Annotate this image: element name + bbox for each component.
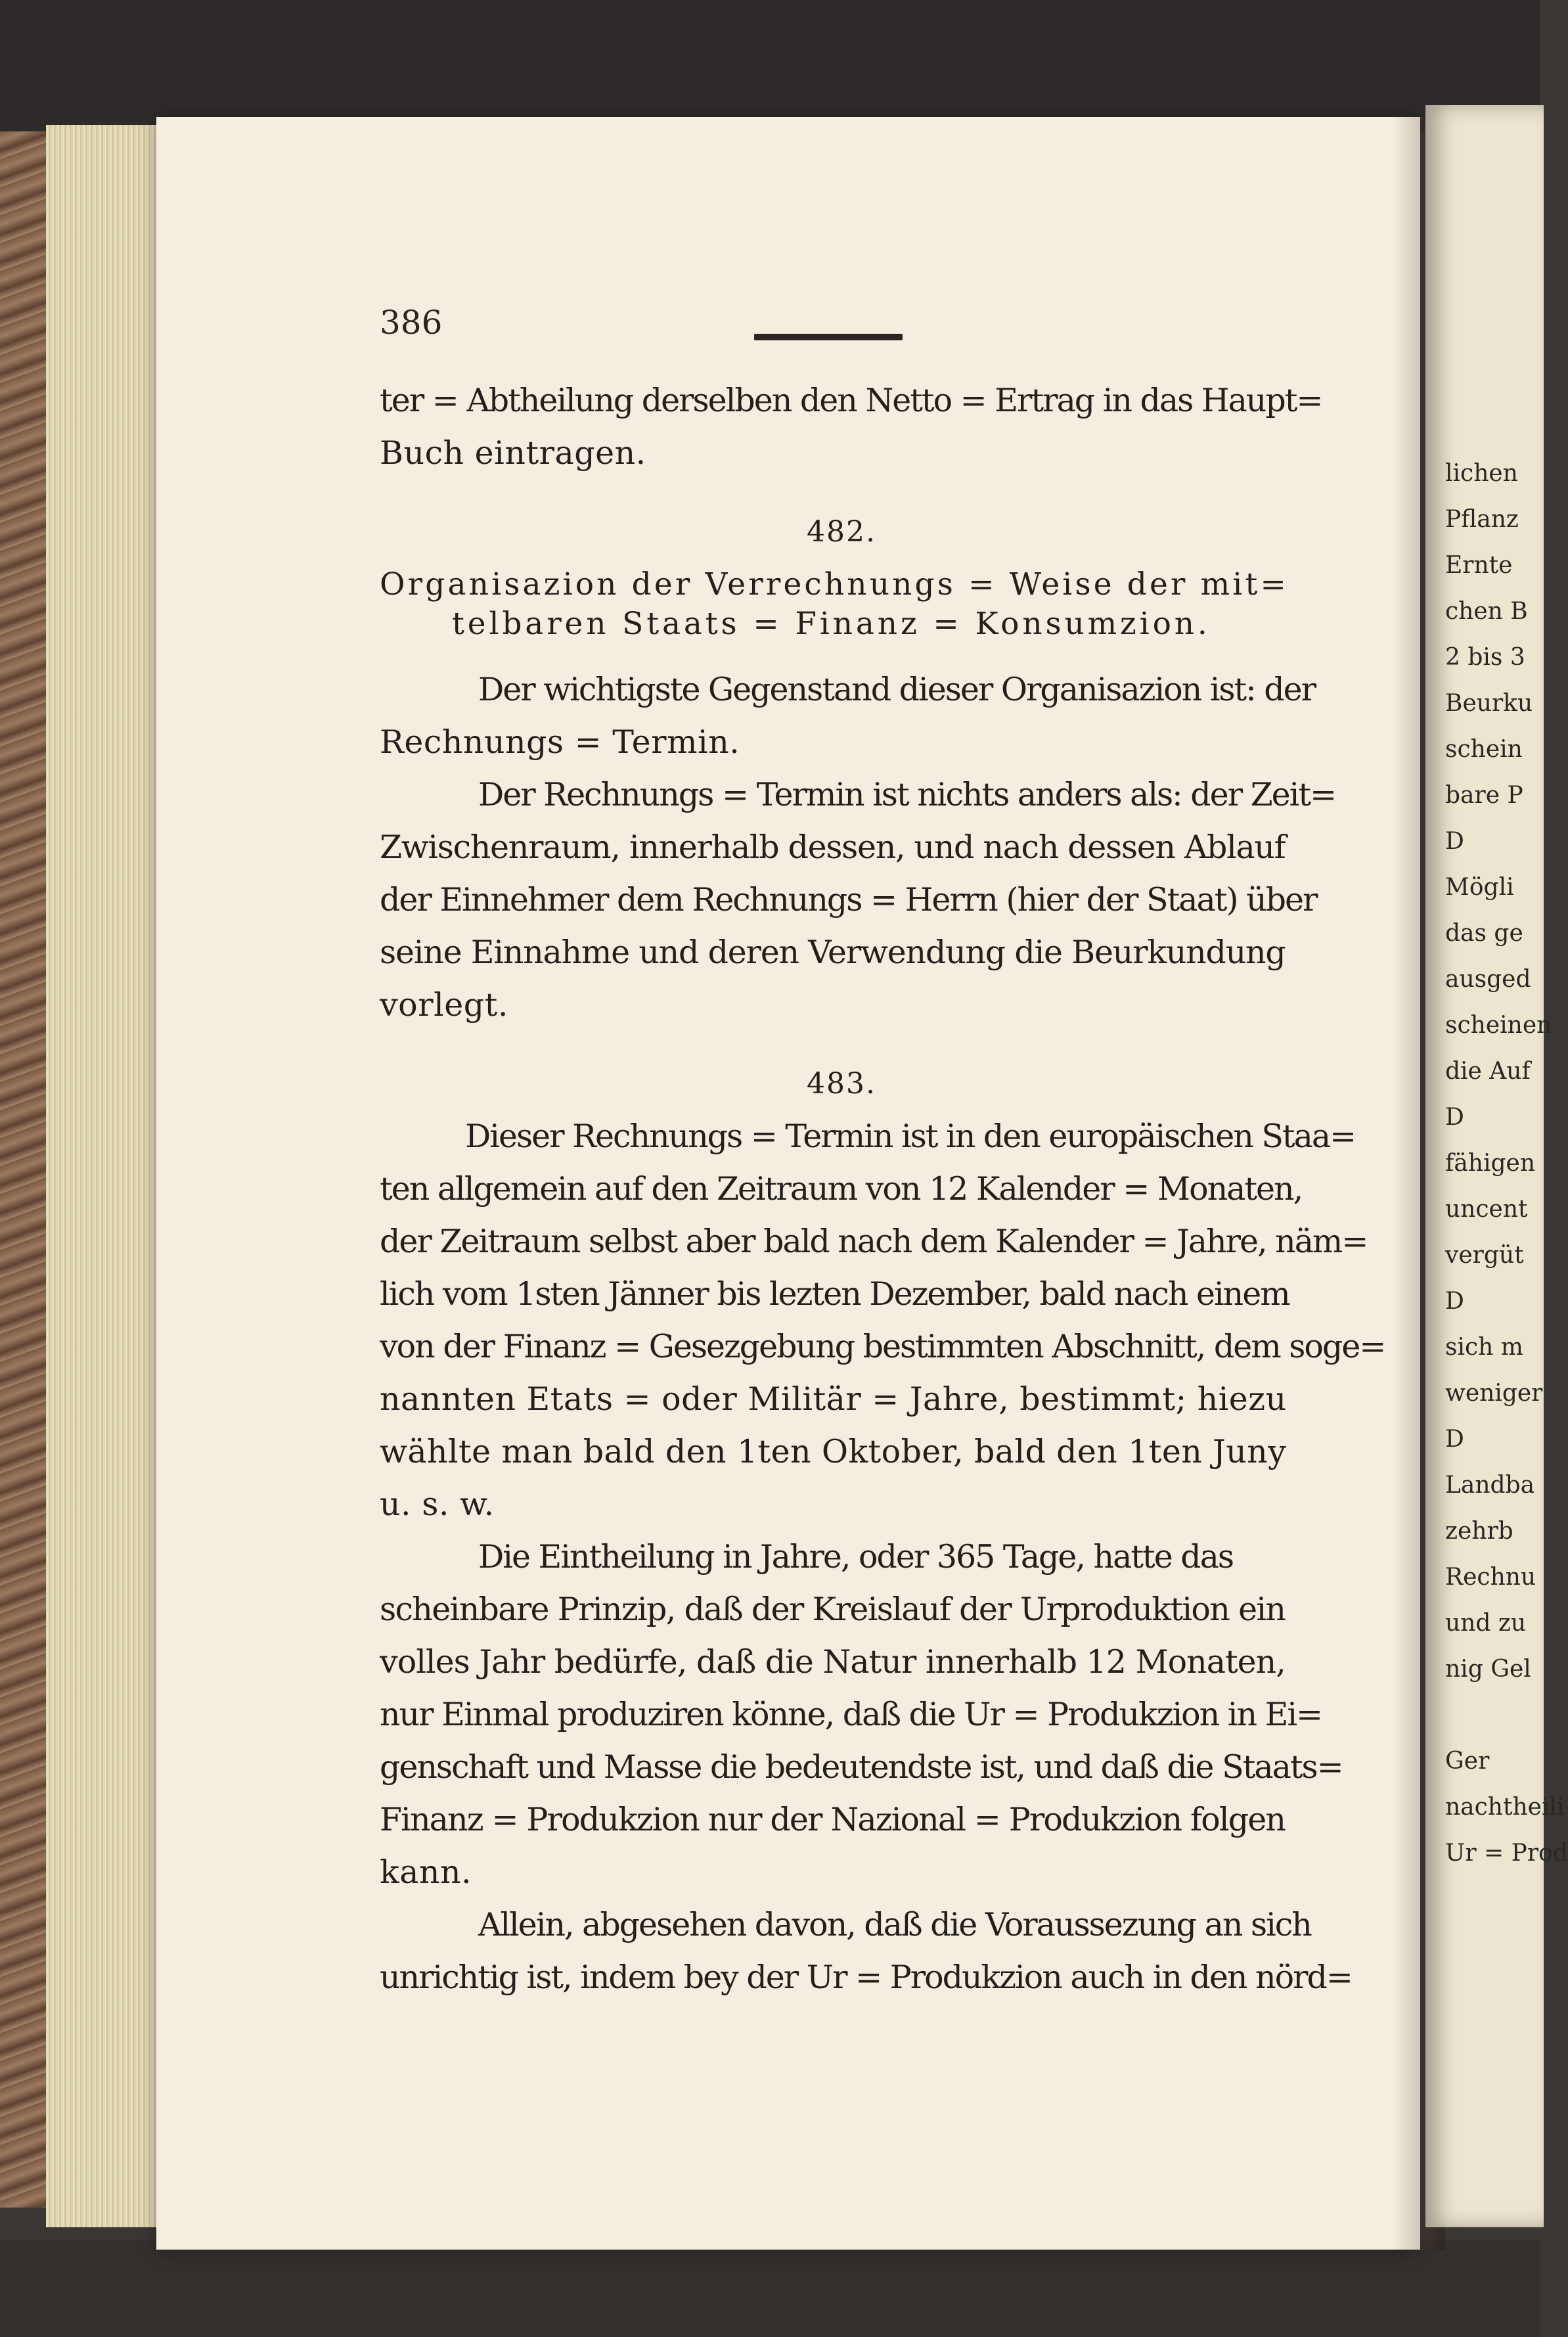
text-line: u. s. w. [380, 1486, 495, 1523]
right-page-fragment: und zu [1445, 1610, 1527, 1637]
page-edges [46, 125, 171, 2227]
background-top [0, 0, 1540, 131]
right-page-fragment: nig Gel [1445, 1656, 1531, 1683]
right-page-fragment: Pflanz [1445, 506, 1519, 533]
text-line: Allein, abgesehen davon, daß die Voraussezung an sich [478, 1906, 1311, 1943]
right-page-fragment: das ge [1445, 920, 1523, 947]
text-line: Buch eintragen. [380, 434, 646, 472]
text-line: Der wichtigste Gegenstand dieser Organisazion ist: der [478, 671, 1316, 708]
right-page-fragment: lichen [1445, 460, 1518, 487]
right-page-fragment: vergüt [1445, 1242, 1524, 1269]
right-page-fragment: schein [1445, 736, 1523, 763]
text-line: Rechnungs = Termin. [380, 723, 740, 761]
text-line: seine Einnahme und deren Verwendung die Beurkundung [380, 934, 1286, 971]
text-line: Finanz = Produkzion nur der Nazional = Produkzion folgen [380, 1801, 1286, 1838]
header-rule [754, 334, 903, 340]
right-page-fragment: D [1445, 1426, 1464, 1453]
right-page-fragment: Rechnu [1445, 1564, 1536, 1591]
text-line: lich vom 1sten Jänner bis lezten Dezember, bald nach einem [380, 1275, 1289, 1313]
right-page-fragment: chen B [1445, 598, 1528, 625]
right-page-fragment: Mögli [1445, 874, 1514, 901]
background-bottom [0, 2240, 1540, 2337]
text-line: nur Einmal produziren könne, daß die Ur = Produkzion in Ei= [380, 1696, 1322, 1733]
right-page-fragment: scheinen [1445, 1012, 1552, 1039]
right-page-edge [1425, 105, 1568, 2227]
text-line: ter = Abtheilung derselben den Netto = Ertrag in das Haupt= [380, 382, 1322, 419]
section-number: 483. [807, 1067, 876, 1100]
text-line: der Zeitraum selbst aber bald nach dem Kalender = Jahre, näm= [380, 1223, 1368, 1260]
right-page-fragment: zehrb [1445, 1518, 1513, 1545]
right-page-fragment: Ger [1445, 1748, 1490, 1775]
text-line: vorlegt. [380, 986, 508, 1024]
right-page-fragment: D [1445, 1104, 1464, 1131]
marbled-cover [0, 131, 51, 2208]
section-heading-line: Organisazion der Verrechnungs = Weise der mit= [380, 566, 1289, 602]
right-page-fragment: Ur = Prod [1445, 1840, 1568, 1867]
right-page-fragment: Ernte [1445, 552, 1513, 579]
text-line: unrichtig ist, indem bey der Ur = Produkzion auch in den nörd= [380, 1959, 1352, 1996]
right-page-fragment: ausged [1445, 966, 1531, 993]
section-number: 482. [807, 515, 876, 549]
text-line: wählte man bald den 1ten Oktober, bald den 1ten Juny [380, 1433, 1287, 1470]
text-line: nannten Etats = oder Militär = Jahre, bestimmt; hiezu [380, 1380, 1287, 1418]
right-page-fragment: 2 bis 3 [1445, 644, 1525, 671]
right-page-fragment: uncent [1445, 1196, 1528, 1223]
text-line: Dieser Rechnungs = Termin ist in den europäischen Staa= [465, 1118, 1356, 1155]
text-line: ten allgemein auf den Zeitraum von 12 Kalender = Monaten, [380, 1170, 1303, 1208]
text-line: volles Jahr bedürfe, daß die Natur innerhalb 12 Monaten, [380, 1643, 1286, 1681]
right-page-fragment: Landba [1445, 1472, 1535, 1499]
right-page-fragment: sich m [1445, 1334, 1523, 1361]
right-page-fragment: D [1445, 828, 1464, 855]
text-line: genschaft und Masse die bedeutendste ist, und daß die Staats= [380, 1748, 1343, 1786]
text-line: Der Rechnungs = Termin ist nichts anders als: der Zeit= [478, 776, 1336, 813]
text-line: scheinbare Prinzip, daß der Kreislauf der Urproduktion ein [380, 1591, 1286, 1628]
section-heading-line: telbaren Staats = Finanz = Konsumzion. [452, 606, 1211, 642]
page-number: 386 [380, 304, 443, 342]
text-line: Zwischenraum, innerhalb dessen, und nach dessen Ablauf [380, 828, 1286, 866]
right-page-fragment: fähigen [1445, 1150, 1536, 1177]
text-line: kann. [380, 1853, 472, 1891]
right-page-fragment: nachtheili [1445, 1794, 1565, 1821]
text-line: von der Finanz = Gesezgebung bestimmten Abschnitt, dem soge= [380, 1328, 1385, 1365]
right-page-fragment: Beurku [1445, 690, 1533, 717]
right-page-fragment: weniger [1445, 1380, 1543, 1407]
right-page-fragment: D [1445, 1288, 1464, 1315]
text-line: der Einnehmer dem Rechnungs = Herrn (hier der Staat) über [380, 881, 1317, 919]
right-page-fragment: bare P [1445, 782, 1523, 809]
text-line: Die Eintheilung in Jahre, oder 365 Tage, hatte das [478, 1538, 1233, 1576]
right-page-fragment: die Auf [1445, 1058, 1531, 1085]
